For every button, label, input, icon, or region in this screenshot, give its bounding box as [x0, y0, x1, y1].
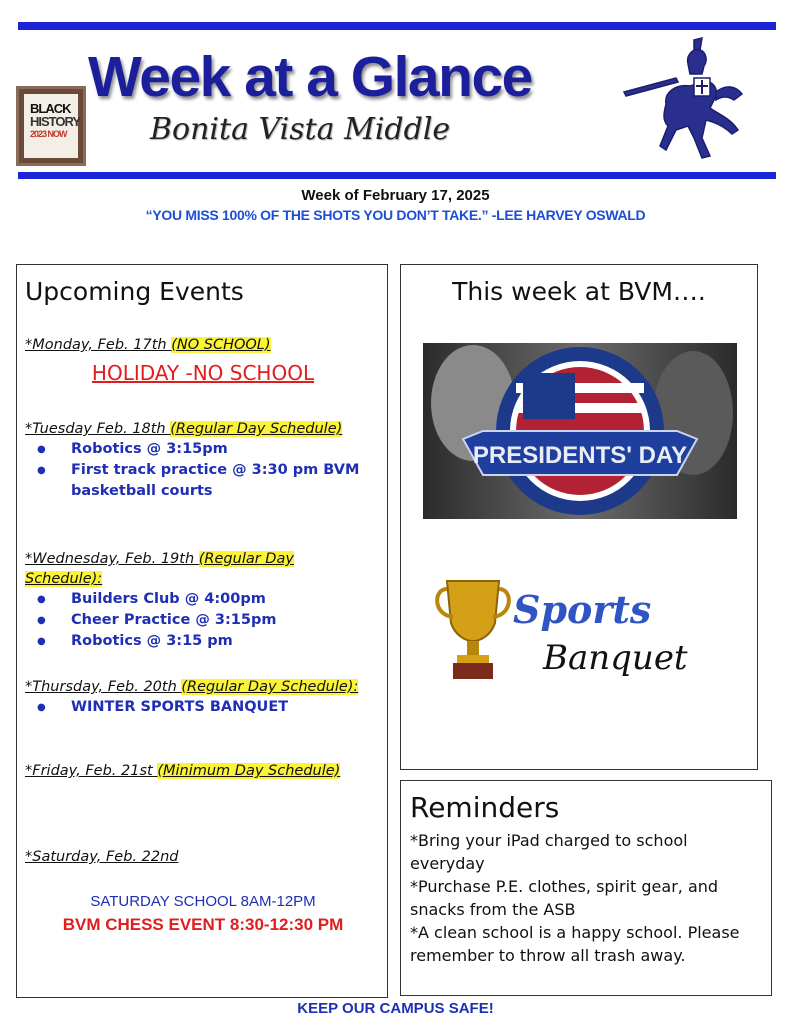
reminders-title: Reminders [410, 791, 560, 824]
holiday-notice: HOLIDAY -NO SCHOOL [91, 361, 315, 385]
banquet-label: Banquet [543, 638, 688, 678]
list-item: ● Robotics @ 3:15 pm [25, 631, 375, 652]
upcoming-events-title: Upcoming Events [25, 277, 244, 306]
knight-mascot-icon [606, 34, 754, 168]
list-item: ● Cheer Practice @ 3:15pm [25, 610, 375, 631]
reminders-panel [400, 780, 772, 996]
week-of-date: Week of February 17, 2025 [301, 187, 490, 204]
presidents-day-label: PRESIDENTS' DAY [472, 442, 688, 469]
event-wednesday: *Wednesday, Feb. 19th (Regular Day Schedule): ● Builders Club @ 4:00pm ● Cheer Practice @ 3:15pm ● Robotics @ 3:15 pm [25, 549, 375, 652]
header-bottom-rule [18, 172, 776, 179]
page-title: Week at a Glance [88, 45, 532, 109]
reminder-item: *Bring your iPad charged to school everyday [410, 831, 688, 873]
reminder-item: *A clean school is a happy school. Please remember to throw all trash away. [410, 923, 740, 965]
event-monday: *Monday, Feb. 17th (NO SCHOOL) [25, 337, 271, 353]
list-item: ● First track practice @ 3:30 pm BVM basketball courts [25, 460, 375, 502]
event-friday: *Friday, Feb. 21st (Minimum Day Schedule) [25, 763, 341, 779]
event-saturday: *Saturday, Feb. 22nd [25, 849, 179, 865]
list-item: ● Robotics @ 3:15pm [25, 439, 375, 460]
chess-event: BVM CHESS EVENT 8:30-12:30 PM [62, 915, 344, 934]
presidents-day-banner-icon [423, 343, 737, 519]
list-item: ● WINTER SPORTS BANQUET [25, 697, 375, 718]
this-week-title: This week at BVM…. [452, 277, 706, 306]
footer-message: KEEP OUR CAMPUS SAFE! [297, 1000, 494, 1017]
sports-banquet-graphic [433, 571, 725, 687]
list-item: ● Builders Club @ 4:00pm [25, 589, 375, 610]
saturday-school: SATURDAY SCHOOL 8AM-12PM [90, 893, 316, 910]
event-tuesday: *Tuesday Feb. 18th (Regular Day Schedule) ● Robotics @ 3:15pm ● First track practice @ 3:30 pm BVM basketball courts [25, 419, 375, 502]
reminder-item: *Purchase P.E. clothes, spirit gear, and snacks from the ASB [410, 877, 719, 919]
sports-label: Sports [513, 587, 652, 632]
this-week-panel [400, 264, 758, 770]
event-thursday: *Thursday, Feb. 20th (Regular Day Schedule): ● WINTER SPORTS BANQUET [25, 677, 375, 718]
black-history-badge-icon: BLACK HISTORY 2023 NOW [16, 86, 86, 166]
school-name: Bonita Vista Middle [150, 112, 451, 147]
trophy-icon [437, 581, 509, 679]
header-top-rule [18, 22, 776, 30]
weekly-quote: “YOU MISS 100% OF THE SHOTS YOU DON’T TAKE.” -LEE HARVEY OSWALD [145, 207, 646, 223]
upcoming-events-panel [16, 264, 388, 998]
